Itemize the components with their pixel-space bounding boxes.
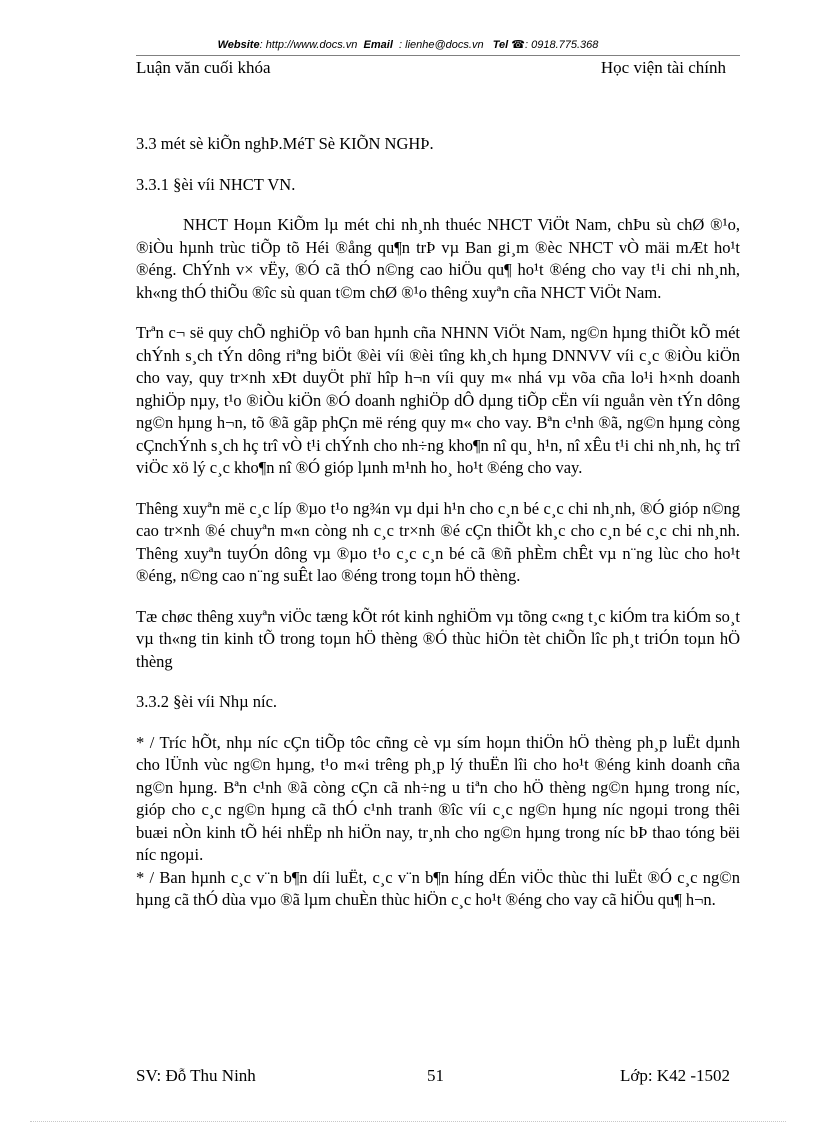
header-thesis-label: Luận văn cuối khóa (136, 58, 271, 77)
paragraph-4: Tæ chøc thêng xuyªn viÖc tæng kÕt rót kinh nghiÖm vµ tõng c«ng t¸c kiÓm tra kiÓm so¸t vµ th«ng tin kinh tÕ trong toµn hÖ thèng ®Ó thùc hiÖn tèt chiÕn lîc ph¸t triÓn toµn hÖ thèng (136, 606, 740, 671)
paragraph-2: Trªn c¬ së quy chÕ nghiÖp vô ban hµnh cña NHNN ViÖt Nam, ng©n hµng thiÕt kÕ mét chÝnh s¸ch tÝn dông riªng biÖt ®èi víi ®èi tîng kh¸ch hµng DNNVV víi c¸c ®iÒu kiÖn cho vay, quy tr×nh xÐt duyÖt phï hîp h¬n víi quy m« nhá vµ võa cña lo¹i h×nh doanh nghiÖp nµy, t¹o ®iÒu kiÖn ®Ó doanh nghiÖp dÔ dµng tiÕp cËn víi nguån vèn tÝn dông ng©n hµng h¬n, tõ ®ã gãp phÇn më réng quy m« cho vay. Bªn c¹nh ®ã, ng©n hµng còng cÇnchÝnh s¸ch hç trî vÒ t¹i chÝnh cho nh÷ng kho¶n nî qu¸ h¹n, nî xÊu t¹i chi nh¸nh, hç trî viÖc xö lý c¸c kho¶n nî ®Ó gióp lµnh m¹nh ho¸ ho¹t ®éng cho vay. (136, 323, 740, 477)
email-label: Email (363, 39, 393, 51)
tel-number: : 0918.775.368 (525, 39, 599, 51)
website-contact-bar (0, 38, 816, 51)
paragraph-6: * / Ban hµnh c¸c v¨n b¶n díi luËt, c¸c v¨n b¶n híng dÉn viÖc thùc thi luËt ®Ó c¸c ng©n hµng cã thÓ dùa vµo ®ã lµm chuÈn thùc hiÖn c¸c ho¹t ®éng cho vay cã hiÖu qu¶ h¬n. (136, 867, 740, 909)
footer-class: Lớp: K42 -1502 (619, 1066, 730, 1085)
paragraph-5: * / Tríc hÕt, nhµ níc cÇn tiÕp tôc cñng cè vµ sím hoµn thiÖn hÖ thèng ph¸p luËt dµnh cho lÜnh vùc ng©n hµng, t¹o m«i trêng ph¸p lý thuËn lîi cho ho¹t ®éng kinh doanh cña ng©n hµng. Bªn c¹nh ®ã còng cÇn cã nh÷ng u tiªn cho hÖ thèng ng©n hµng trong níc, gióp cho c¸c ng©n hµng cã thÓ c¹nh tranh ®îc víi c¸c ng©n hµng níc ngoµi trong thêi buæi nÒn kinh tÕ héi nhËp nh hiÖn nay, tr¸nh cho ng©n hµng trong níc bÞ thao tóng bëi níc ngoµi. (136, 732, 740, 864)
website-url[interactable]: : http://www.docs.vn (259, 39, 358, 51)
document-body (136, 133, 740, 930)
subsection-heading-2: 3.3.2 §èi víi Nhµ níc. (136, 692, 278, 711)
paragraph-1: NHCT Hoµn KiÕm lµ mét chi nh¸nh thuéc NHCT ViÖt Nam, chÞu sù chØ ®¹o, ®iÒu hµnh trùc tiÕp tõ Héi ®ång qu¶n trÞ vµ Ban gi¸m ®èc NHCT vÒ mäi mÆt ho¹t ®éng. ChÝnh v× vËy, ®Ó cã thÓ n©ng cao hiÖu qu¶ ho¹t ®éng cho vay t¹i chi nh¸nh, kh«ng thÓ thiÕu ®îc sù quan t©m chØ ®¹o thêng xuyªn cña NHCT ViÖt Nam. (136, 215, 740, 302)
paragraph-3: Thêng xuyªn më c¸c líp ®µo t¹o ng¾n vµ dµi h¹n cho c¸n bé c¸c chi nh¸nh, ®Ó gióp n©ng cao tr×nh ®é chuyªn m«n còng nh c¸c tr×nh ®é cÇn thiÕt kh¸c cho c¸n bé c¸c chi nh¸nh. Thêng xuyªn tuyÓn dông vµ ®µo t¹o c¸c c¸n bé cã ®ñ phÈm chÊt vµ n¨ng lùc cho ho¹t ®éng, n©ng cao n¨ng suÊt lao ®éng trong toµn hÖ thèng. (136, 498, 740, 585)
subsection-heading-1: 3.3.1 §èi víi NHCT VN. (136, 174, 296, 194)
footer-page-number: 51 (427, 1066, 444, 1085)
header-divider (136, 55, 740, 56)
phone-icon: ☎ (511, 39, 525, 51)
website-label: Website (217, 39, 260, 51)
bottom-dotted-divider (30, 1121, 786, 1122)
email-address[interactable]: : lienhe@docs.vn (399, 39, 484, 51)
section-title: 3.3 mét sè kiÕn nghÞ.MéT Sè KIÕN NGHÞ. (136, 134, 434, 153)
footer-student: SV: Đỗ Thu Ninh (136, 1066, 256, 1085)
header-institution: Học viện tài chính (600, 58, 726, 77)
tel-label: Tel (492, 39, 509, 51)
